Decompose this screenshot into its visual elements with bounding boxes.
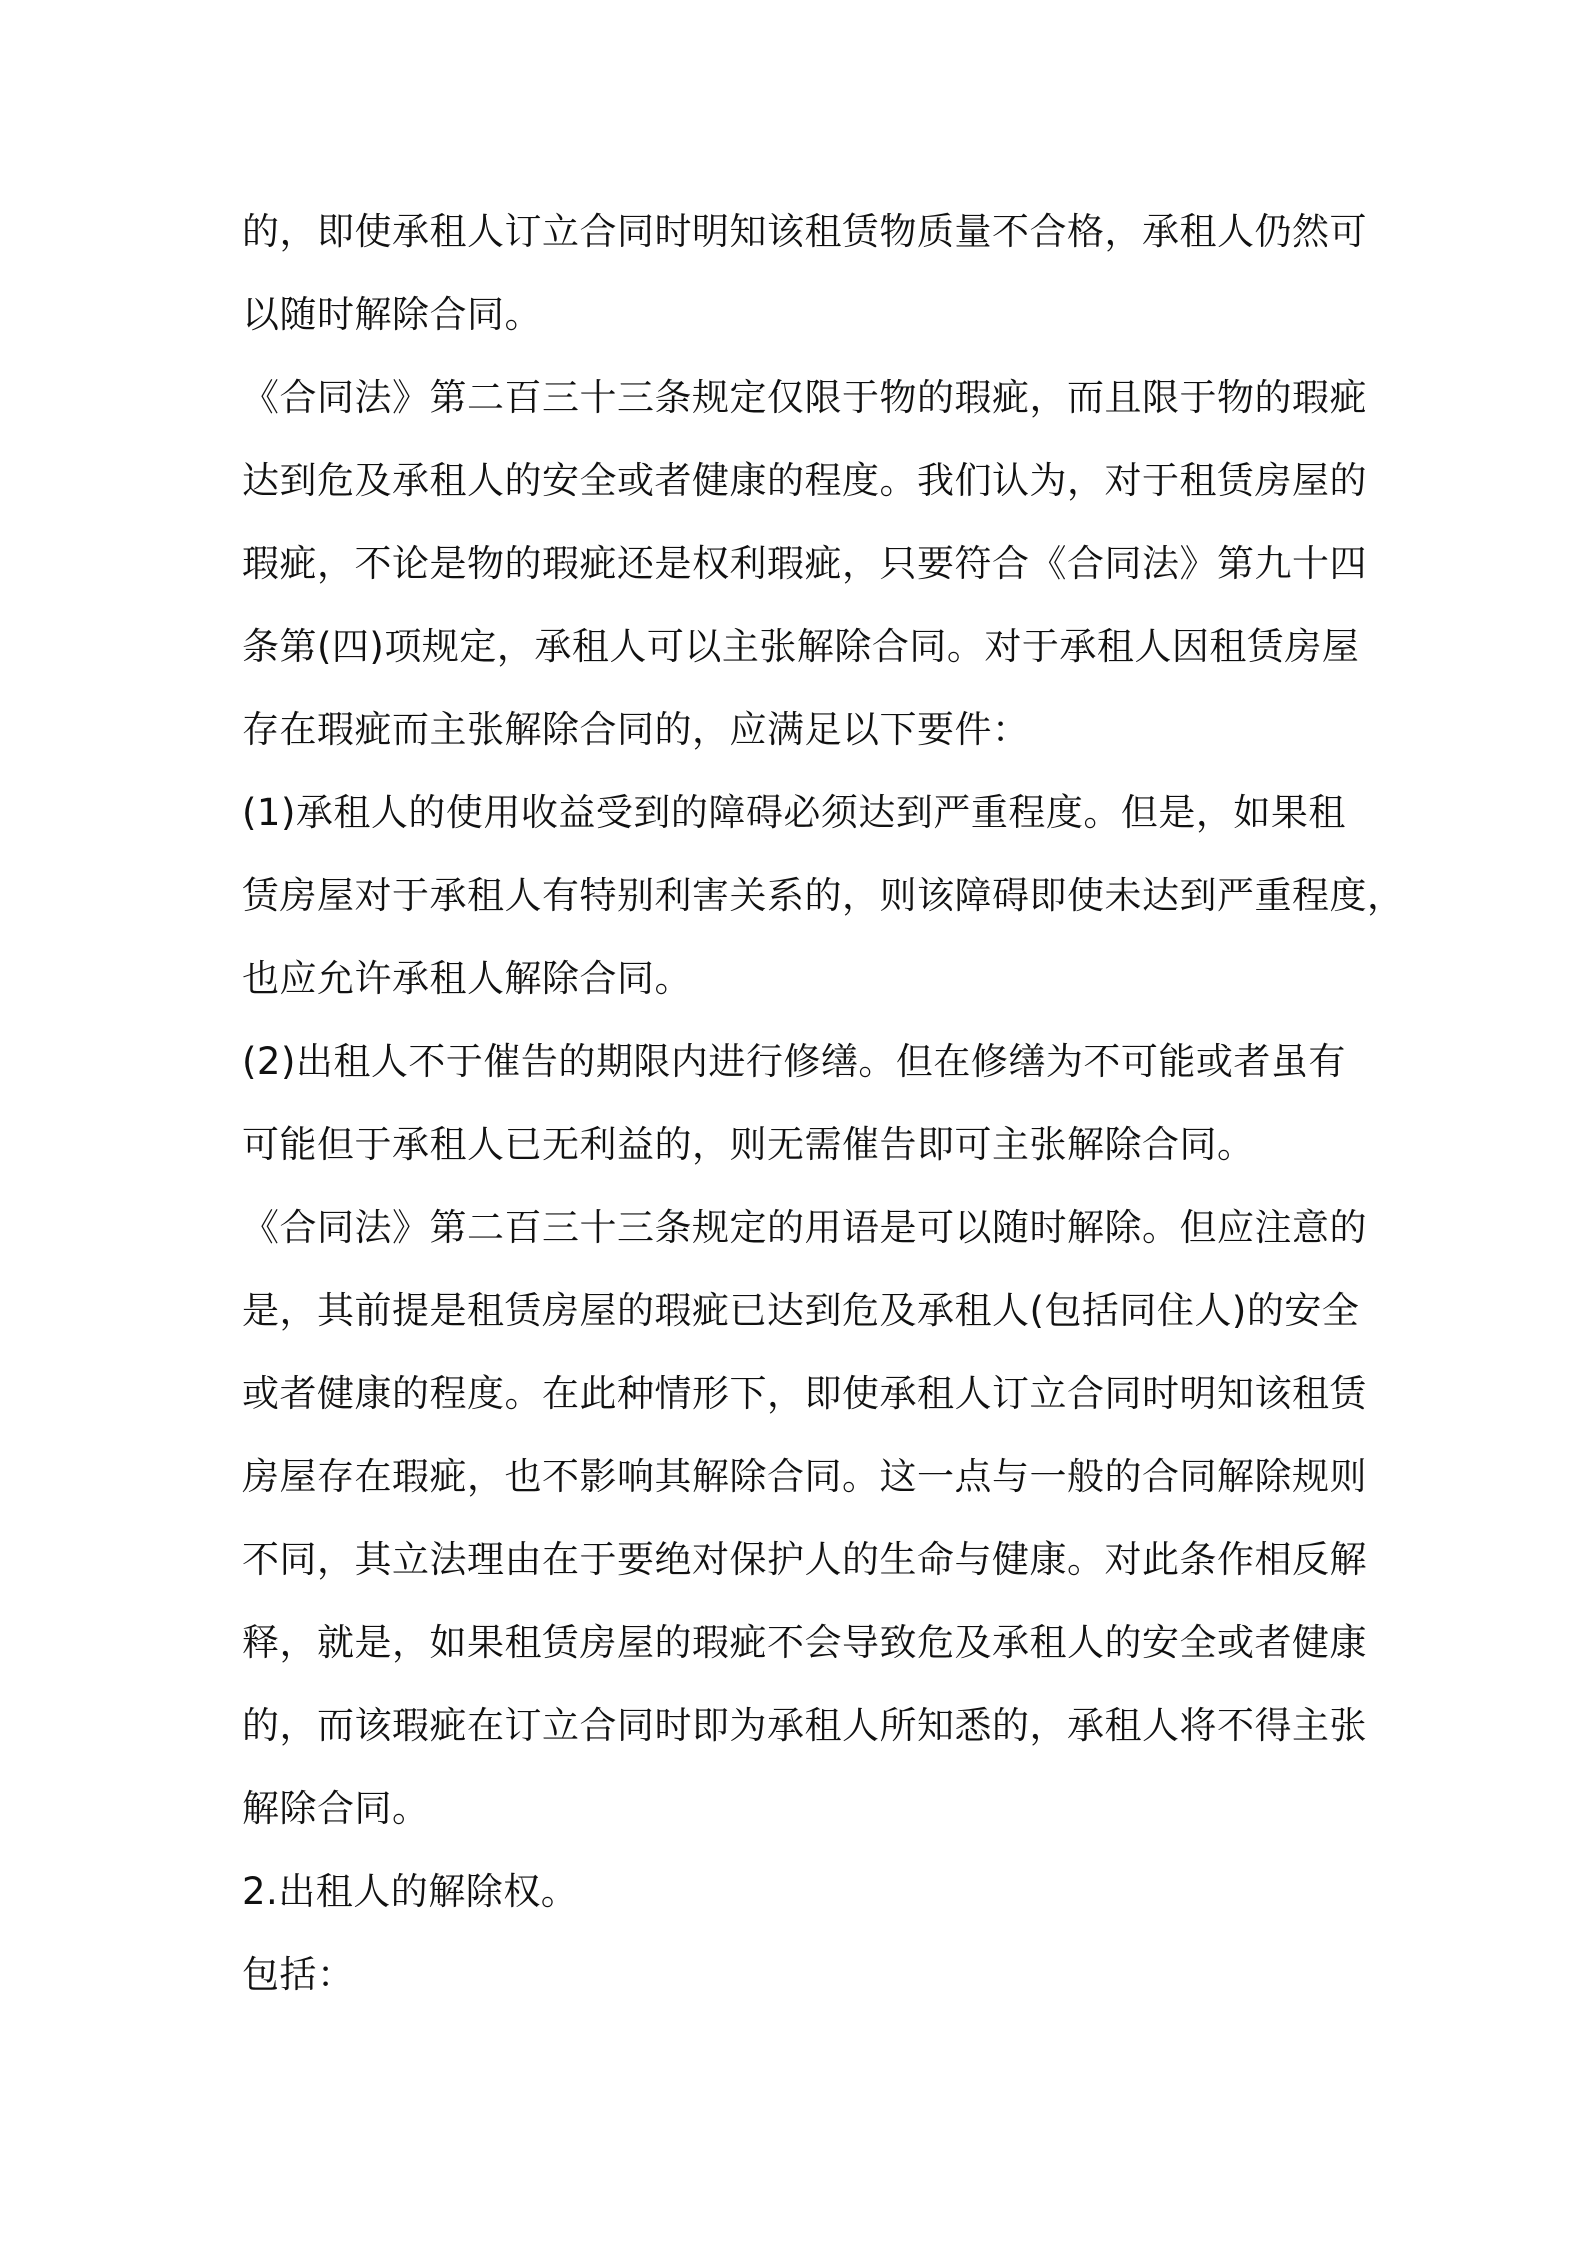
text-line: 解除合同。 [242, 1787, 430, 1830]
text-line: 《合同法》第二百三十三条规定的用语是可以随时解除。但应注意的 [242, 1206, 1367, 1249]
text-line: 房屋存在瑕疵，也不影响其解除合同。这一点与一般的合同解除规则 [242, 1455, 1367, 1498]
text-line: 也应允许承租人解除合同。 [242, 957, 692, 1000]
section-heading: 2.出租人的解除权。 [242, 1870, 579, 1913]
text-line: 达到危及承租人的安全或者健康的程度。我们认为，对于租赁房屋的 [242, 459, 1367, 502]
text-line: 《合同法》第二百三十三条规定仅限于物的瑕疵，而且限于物的瑕疵 [242, 376, 1367, 419]
text-line: 赁房屋对于承租人有特别利害关系的，则该障碍即使未达到严重程度， [242, 874, 1405, 917]
text-line: 存在瑕疵而主张解除合同的，应满足以下要件： [242, 708, 1030, 751]
text-line: 的，即使承租人订立合同时明知该租赁物质量不合格，承租人仍然可 [242, 210, 1367, 253]
text-line: (2)出租人不于催告的期限内进行修缮。但在修缮为不可能或者虽有 [242, 1040, 1346, 1083]
text-line: 以随时解除合同。 [242, 293, 542, 336]
text-line: 不同，其立法理由在于要绝对保护人的生命与健康。对此条作相反解 [242, 1538, 1367, 1581]
document-body [242, 190, 1405, 2016]
text-line: 是，其前提是租赁房屋的瑕疵已达到危及承租人(包括同住人)的安全 [242, 1289, 1360, 1332]
text-line: 或者健康的程度。在此种情形下，即使承租人订立合同时明知该租赁 [242, 1372, 1367, 1415]
text-line: 包括： [242, 1953, 355, 1996]
text-line: 释，就是，如果租赁房屋的瑕疵不会导致危及承租人的安全或者健康 [242, 1621, 1367, 1664]
text-line: 的，而该瑕疵在订立合同时即为承租人所知悉的，承租人将不得主张 [242, 1704, 1367, 1747]
text-line: 条第(四)项规定，承租人可以主张解除合同。对于承租人因租赁房屋 [242, 625, 1360, 668]
text-line: 瑕疵，不论是物的瑕疵还是权利瑕疵，只要符合《合同法》第九十四 [242, 542, 1367, 585]
text-line: (1)承租人的使用收益受到的障碍必须达到严重程度。但是，如果租 [242, 791, 1346, 834]
text-line: 可能但于承租人已无利益的，则无需催告即可主张解除合同。 [242, 1123, 1255, 1166]
